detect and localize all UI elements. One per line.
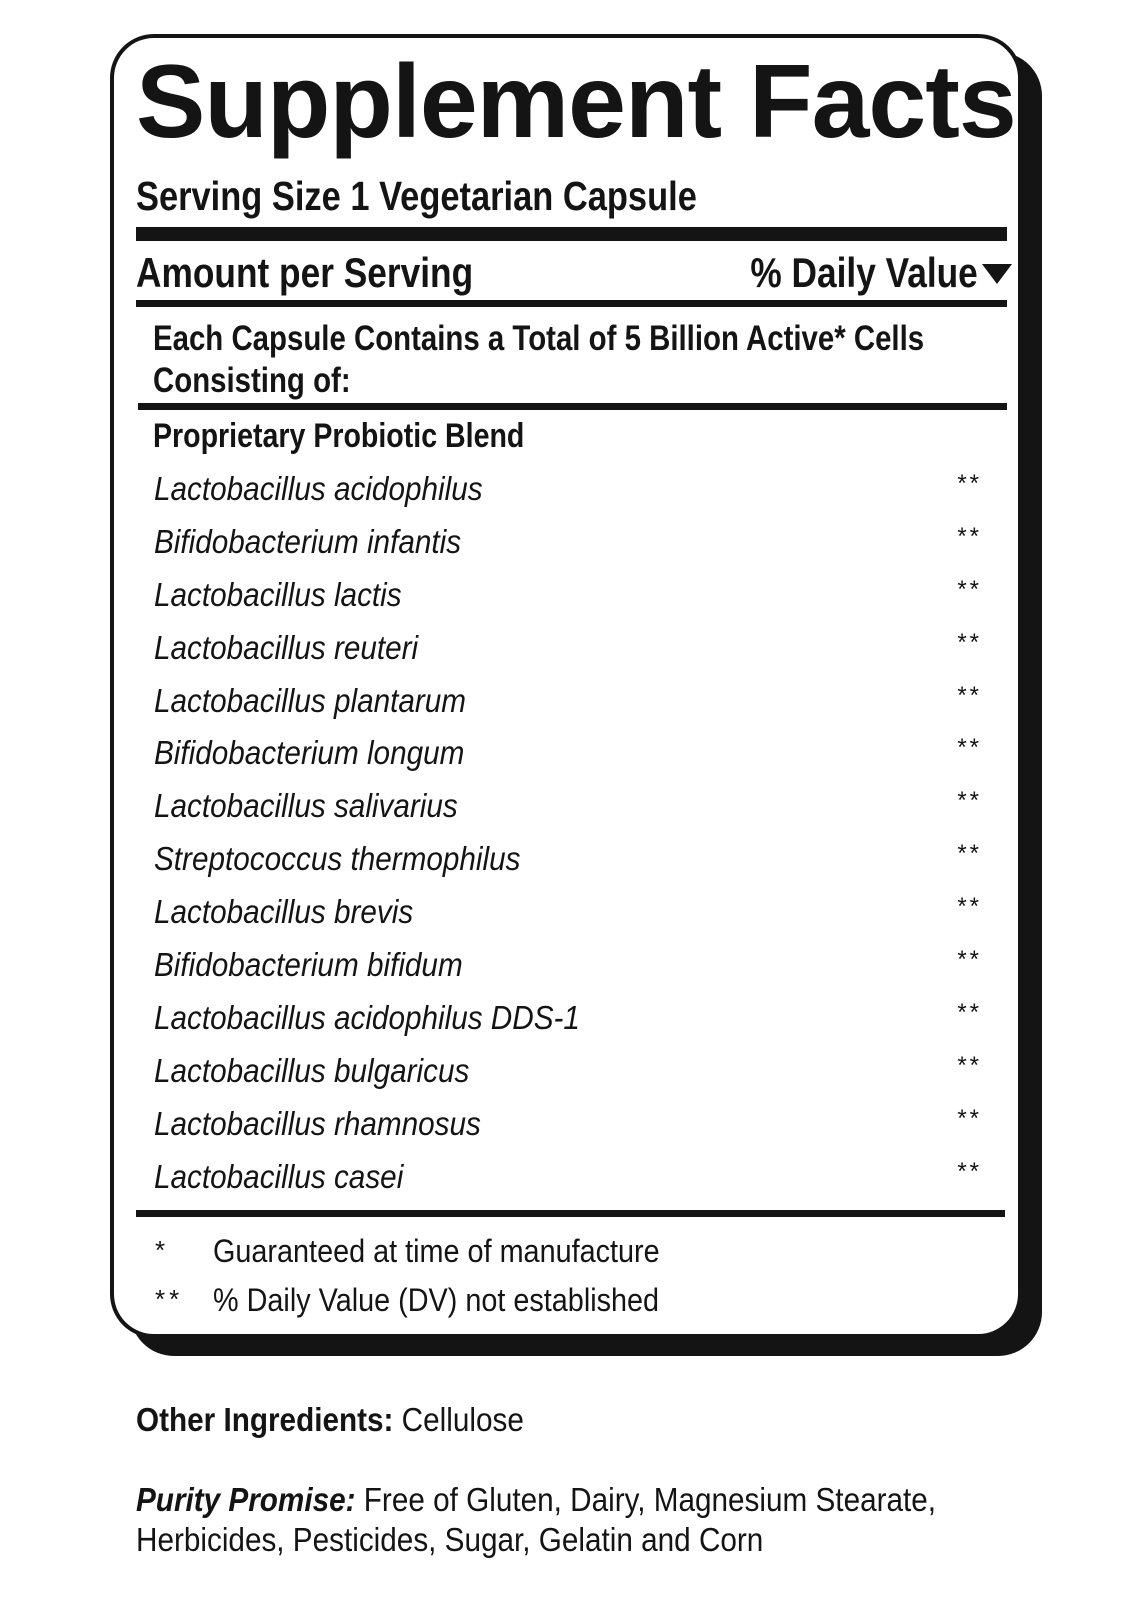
purity-promise xyxy=(136,1480,1018,1560)
ingredient-name: Lactobacillus plantarum xyxy=(154,681,467,719)
ingredient-row xyxy=(154,834,994,887)
ingredient-daily-value: ** xyxy=(957,681,982,709)
ingredient-daily-value: ** xyxy=(957,787,982,815)
ingredient-row xyxy=(154,1046,994,1099)
footnote-row xyxy=(155,1228,975,1277)
contents-divider xyxy=(138,403,1007,410)
ingredient-name: Lactobacillus acidophilus DDS-1 xyxy=(154,998,580,1036)
ingredient-list xyxy=(154,464,994,1204)
ingredient-row xyxy=(154,1099,994,1152)
ingredient-row xyxy=(154,940,994,993)
ingredient-name: Streptococcus thermophilus xyxy=(154,840,521,878)
ingredient-daily-value: ** xyxy=(957,628,982,656)
ingredient-row xyxy=(154,676,994,729)
ingredient-name: Lactobacillus acidophilus xyxy=(154,470,483,507)
ingredient-daily-value: ** xyxy=(957,522,982,550)
ingredient-row xyxy=(154,464,994,517)
footnote-mark: ** xyxy=(155,1284,184,1314)
daily-value-header xyxy=(707,248,1012,298)
ingredient-row xyxy=(154,728,994,781)
purity-promise-label: Purity Promise: xyxy=(136,1481,356,1518)
other-ingredients-value: Cellulose xyxy=(393,1401,524,1438)
triangle-down-icon xyxy=(982,264,1012,284)
ingredient-row xyxy=(154,887,994,940)
ingredient-row xyxy=(154,1152,994,1205)
ingredients-divider xyxy=(136,1210,1005,1217)
header-divider xyxy=(136,300,1007,307)
ingredient-daily-value: ** xyxy=(957,998,982,1026)
capsule-contents-line-2: Consisting of: xyxy=(153,361,351,400)
footnote-row xyxy=(155,1277,975,1326)
ingredient-daily-value: ** xyxy=(957,1157,982,1185)
ingredient-name: Lactobacillus salivarius xyxy=(154,787,458,825)
footnote-text: % Daily Value (DV) not established xyxy=(213,1282,660,1318)
capsule-contents-line-1: Each Capsule Contains a Total of 5 Billion Active* Cells xyxy=(153,319,925,358)
ingredient-daily-value: ** xyxy=(957,1104,982,1132)
other-ingredients xyxy=(136,1398,524,1442)
ingredient-daily-value: ** xyxy=(957,946,982,974)
ingredient-row xyxy=(154,570,994,623)
label-title: Supplement Facts xyxy=(136,44,1016,160)
ingredient-name: Bifidobacterium bifidum xyxy=(154,946,463,984)
footnote-mark: * xyxy=(155,1235,170,1265)
thick-divider xyxy=(136,227,1007,241)
ingredient-name: Lactobacillus casei xyxy=(154,1157,404,1195)
ingredient-name: Bifidobacterium infantis xyxy=(154,522,462,560)
ingredient-row xyxy=(154,623,994,676)
ingredient-row xyxy=(154,781,994,834)
ingredient-name: Lactobacillus brevis xyxy=(154,893,414,931)
ingredient-name: Lactobacillus bulgaricus xyxy=(154,1051,470,1089)
ingredient-daily-value: ** xyxy=(957,575,982,603)
ingredient-daily-value: ** xyxy=(957,893,982,921)
ingredient-daily-value: ** xyxy=(957,840,982,868)
ingredient-name: Bifidobacterium longum xyxy=(154,734,465,772)
ingredient-daily-value: ** xyxy=(957,734,982,762)
other-ingredients-label: Other Ingredients: xyxy=(136,1401,394,1438)
ingredient-name: Lactobacillus lactis xyxy=(154,575,402,613)
daily-value-label: % Daily Value xyxy=(750,249,978,296)
footnote-text: Guaranteed at time of manufacture xyxy=(213,1233,660,1269)
serving-size: Serving Size 1 Vegetarian Capsule xyxy=(136,173,697,219)
ingredient-name: Lactobacillus reuteri xyxy=(154,628,419,666)
ingredient-daily-value: ** xyxy=(957,1051,982,1079)
purity-promise-value: Free of Gluten, Dairy, Magnesium Stearate, Herbicides, Pesticides, Sugar, Gelatin and Corn xyxy=(136,1481,937,1558)
blend-title: Proprietary Probiotic Blend xyxy=(153,417,525,455)
capsule-contents-note xyxy=(153,318,924,402)
ingredient-name: Lactobacillus rhamnosus xyxy=(154,1104,481,1142)
ingredient-row xyxy=(154,993,994,1046)
ingredient-daily-value: ** xyxy=(957,470,982,497)
ingredient-row xyxy=(154,517,994,570)
amount-per-serving-header: Amount per Serving xyxy=(136,249,474,296)
footnote-list xyxy=(155,1228,975,1326)
